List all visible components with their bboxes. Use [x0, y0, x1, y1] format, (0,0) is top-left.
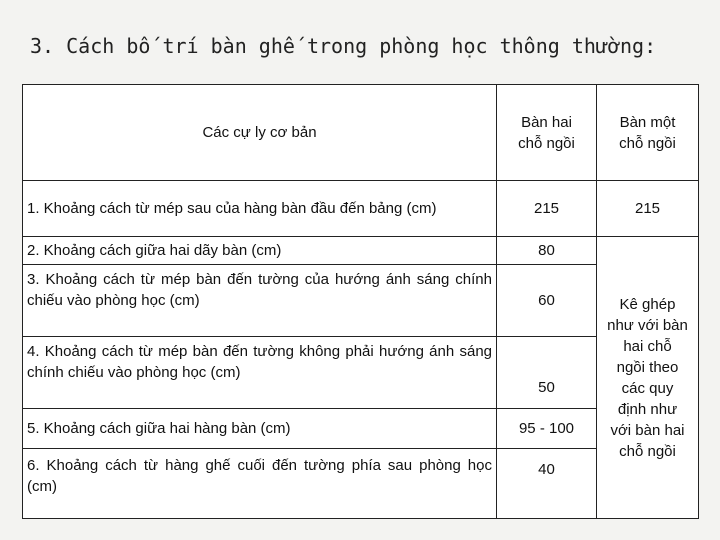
header-row — [23, 85, 699, 181]
header-double-line-2: chỗ ngồi — [518, 134, 575, 152]
row-single-value: 215 — [597, 181, 699, 237]
note-line: hai chỗ — [623, 337, 672, 355]
row-double-value: 80 — [497, 237, 597, 265]
row-double-value: 215 — [497, 181, 597, 237]
distance-table — [22, 84, 699, 519]
row-label: 3. Khoảng cách từ mép bàn đến tường của hướng ánh sáng chính chiếu vào phòng học (cm) — [23, 265, 497, 337]
header-double-line-1: Bàn hai — [521, 113, 572, 131]
row-double-value: 40 — [497, 449, 597, 519]
note-line: với bàn hai — [610, 421, 685, 439]
table-row — [23, 181, 699, 237]
row-double-value: 60 — [497, 265, 597, 337]
note-line: chỗ ngồi — [619, 442, 676, 460]
row-label: 6. Khoảng cách từ hàng ghế cuối đến tường phía sau phòng học (cm) — [23, 449, 497, 519]
slide-title: 3. Cách bố trí bàn ghế trong phòng học thông thường: — [30, 34, 657, 58]
note-line: ngồi theo — [616, 358, 679, 376]
note-line: định như — [617, 400, 678, 418]
note-line: Kê ghép — [619, 295, 676, 313]
table-row — [23, 237, 699, 265]
single-seat-note — [597, 237, 699, 519]
note-line: như với bàn — [607, 316, 688, 334]
row-label: 5. Khoảng cách giữa hai hàng bàn (cm) — [23, 409, 497, 449]
header-single-line-1: Bàn một — [619, 113, 676, 131]
row-double-value: 50 — [497, 337, 597, 409]
row-label: 1. Khoảng cách từ mép sau của hàng bàn đầu đến bảng (cm) — [23, 181, 497, 237]
header-single-seat — [597, 85, 699, 181]
row-label: 2. Khoảng cách giữa hai dãy bàn (cm) — [23, 237, 497, 265]
header-double-seat — [497, 85, 597, 181]
row-label: 4. Khoảng cách từ mép bàn đến tường không phải hướng ánh sáng chính chiếu vào phòng học (cm) — [23, 337, 497, 409]
header-single-line-2: chỗ ngồi — [619, 134, 676, 152]
note-line: các quy — [621, 379, 674, 397]
header-criteria: Các cự ly cơ bản — [23, 85, 497, 181]
row-double-value: 95 - 100 — [497, 409, 597, 449]
